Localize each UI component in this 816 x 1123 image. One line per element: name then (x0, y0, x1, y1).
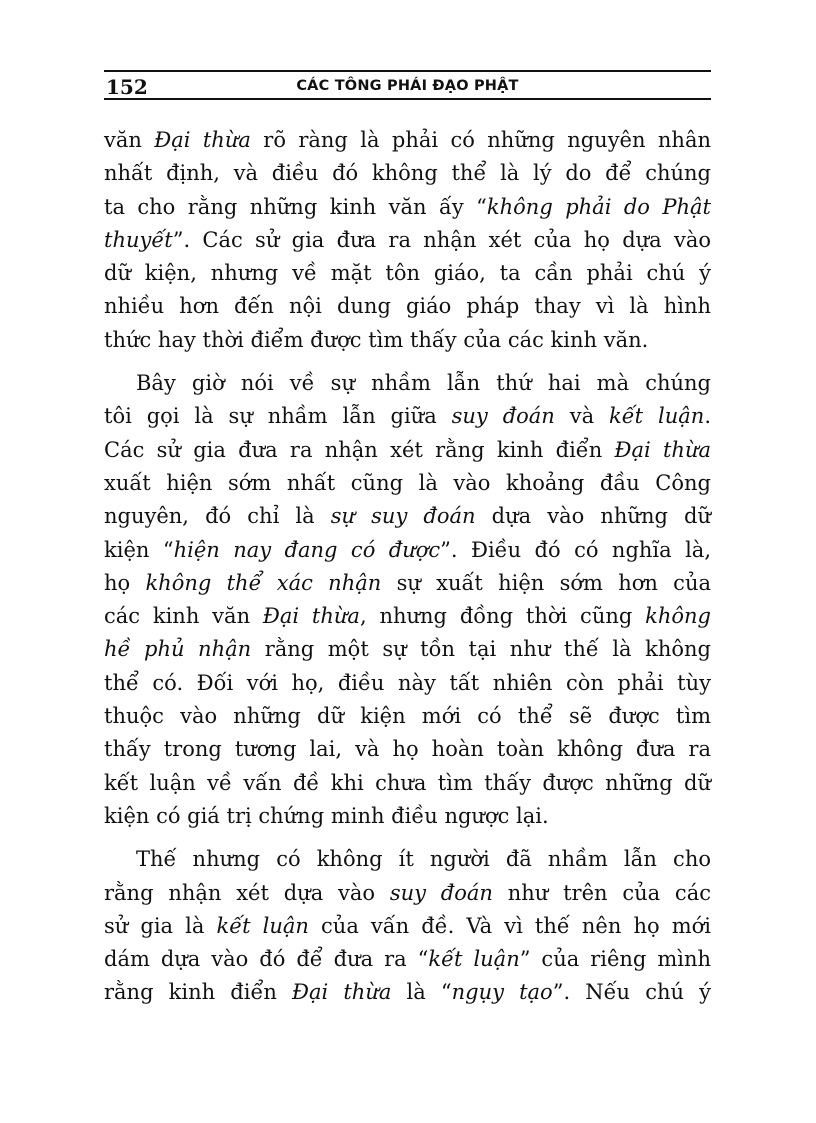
text-line (104, 124, 711, 157)
text-line (104, 667, 711, 700)
italic-text: không (645, 604, 712, 629)
text-run: kiện “ (104, 537, 174, 562)
text-run: tôi gọi là sự nhầm lẫn giữa (104, 404, 452, 429)
text-run: , nhưng đồng thời cũng (359, 604, 646, 629)
italic-text: không phải do Phật (486, 194, 711, 219)
text-run: ” của riêng mình (519, 947, 712, 972)
text-line (104, 567, 711, 600)
paragraph-3 (104, 843, 711, 1009)
text-line (104, 467, 711, 500)
text-line (104, 367, 711, 400)
italic-text: kết luận (428, 947, 520, 972)
italic-text: kết luận (609, 404, 705, 429)
text-run: các kinh văn (104, 604, 263, 629)
italic-text: ngụy tạo (451, 980, 553, 1005)
text-line (104, 434, 711, 467)
text-line (104, 534, 711, 567)
text-run: ”. Các sử gia đưa ra nhận xét của họ dựa vào (172, 227, 711, 252)
italic-text: hiện nay đang có được (173, 537, 441, 562)
text-run: và (554, 404, 610, 429)
text-run: nhiều hơn đến nội dung giáo pháp thay vì là hình (104, 294, 711, 319)
body-text (104, 124, 711, 1010)
text-run: sử gia là (104, 913, 217, 938)
text-line (104, 500, 711, 533)
text-run: Bây giờ nói về sự nhầm lẫn thứ hai mà chúng (136, 371, 711, 396)
text-line (104, 800, 711, 833)
text-run: văn (104, 128, 155, 152)
text-run: dám dựa vào đó để đưa ra “ (104, 947, 429, 972)
text-line (104, 700, 711, 733)
text-line (104, 633, 711, 666)
italic-text: suy đoán (451, 404, 555, 429)
text-line (104, 324, 711, 357)
italic-text: kết luận (216, 913, 309, 938)
text-run: kết luận về vấn đề khi chưa tìm thấy được những dữ (104, 770, 711, 795)
text-run: rằng nhận xét dựa vào (104, 880, 390, 905)
text-line (104, 290, 711, 323)
text-run: họ (104, 570, 146, 595)
text-run: nguyên, đó chỉ là (104, 504, 331, 529)
italic-text: hề phủ nhận (104, 637, 252, 662)
text-run: thấy trong tương lai, và họ hoàn toàn không đưa ra (104, 737, 711, 762)
text-run: ”. Nếu chú ý (552, 980, 712, 1005)
italic-text: thuyết (104, 227, 173, 252)
italic-text: không thể xác nhận (145, 570, 382, 595)
text-line (104, 767, 711, 800)
text-run: dữ kiện, nhưng về mặt tôn giáo, ta cần phải chú ý (104, 261, 711, 286)
text-run: kiện có giá trị chứng minh điều ngược lại. (104, 803, 549, 828)
text-run: ”. Điều đó có nghĩa là, (440, 537, 712, 562)
text-run: là “ (391, 980, 452, 1005)
page-number: 152 (106, 75, 148, 99)
paragraph-1 (104, 124, 711, 357)
text-run: thuộc vào những dữ kiện mới có thể sẽ được tìm (104, 704, 711, 729)
text-line (104, 910, 711, 943)
running-title: CÁC TÔNG PHÁI ĐẠO PHẬT (296, 78, 519, 94)
text-line (104, 600, 711, 633)
text-line (104, 877, 711, 910)
text-run: thể có. Đối với họ, điều này tất nhiên còn phải tùy (104, 670, 711, 695)
italic-text: Đại thừa (154, 128, 251, 152)
italic-text: suy đoán (389, 880, 493, 905)
text-run: như trên của các (492, 880, 711, 905)
text-run: rõ ràng là phải có những nguyên nhân (250, 128, 711, 152)
text-run: nhất định, và điều đó không thể là lý do để chúng (104, 161, 711, 186)
text-line (104, 191, 711, 224)
italic-text: Đại thừa (614, 437, 711, 462)
page-header (104, 70, 711, 100)
text-run: . (704, 404, 711, 429)
text-line (104, 733, 711, 766)
text-run: của vấn đề. Và vì thế nên họ mới (308, 913, 711, 938)
text-line (104, 257, 711, 290)
text-run: Các sử gia đưa ra nhận xét rằng kinh điển (104, 437, 615, 462)
text-line (104, 157, 711, 190)
text-line (104, 943, 711, 976)
italic-text: sự suy đoán (330, 504, 476, 529)
text-line (104, 224, 711, 257)
text-run: sự xuất hiện sớm hơn của (381, 570, 711, 595)
text-run: rằng kinh điển (104, 980, 293, 1005)
text-line (104, 400, 711, 433)
text-line (104, 976, 711, 1009)
text-line (104, 843, 711, 876)
text-run: xuất hiện sớm nhất cũng là vào khoảng đầu Công (104, 470, 711, 495)
paragraph-2 (104, 367, 711, 833)
italic-text: Đại thừa (262, 604, 360, 629)
text-run: Thế nhưng có không ít người đã nhầm lẫn cho (136, 847, 711, 872)
italic-text: Đại thừa (292, 980, 392, 1005)
text-run: rằng một sự tồn tại như thế là không (251, 637, 711, 662)
text-run: dựa vào những dữ (475, 504, 711, 529)
text-run: thức hay thời điểm được tìm thấy của các kinh văn. (104, 327, 649, 352)
text-run: ta cho rằng những kinh văn ấy “ (104, 194, 487, 219)
